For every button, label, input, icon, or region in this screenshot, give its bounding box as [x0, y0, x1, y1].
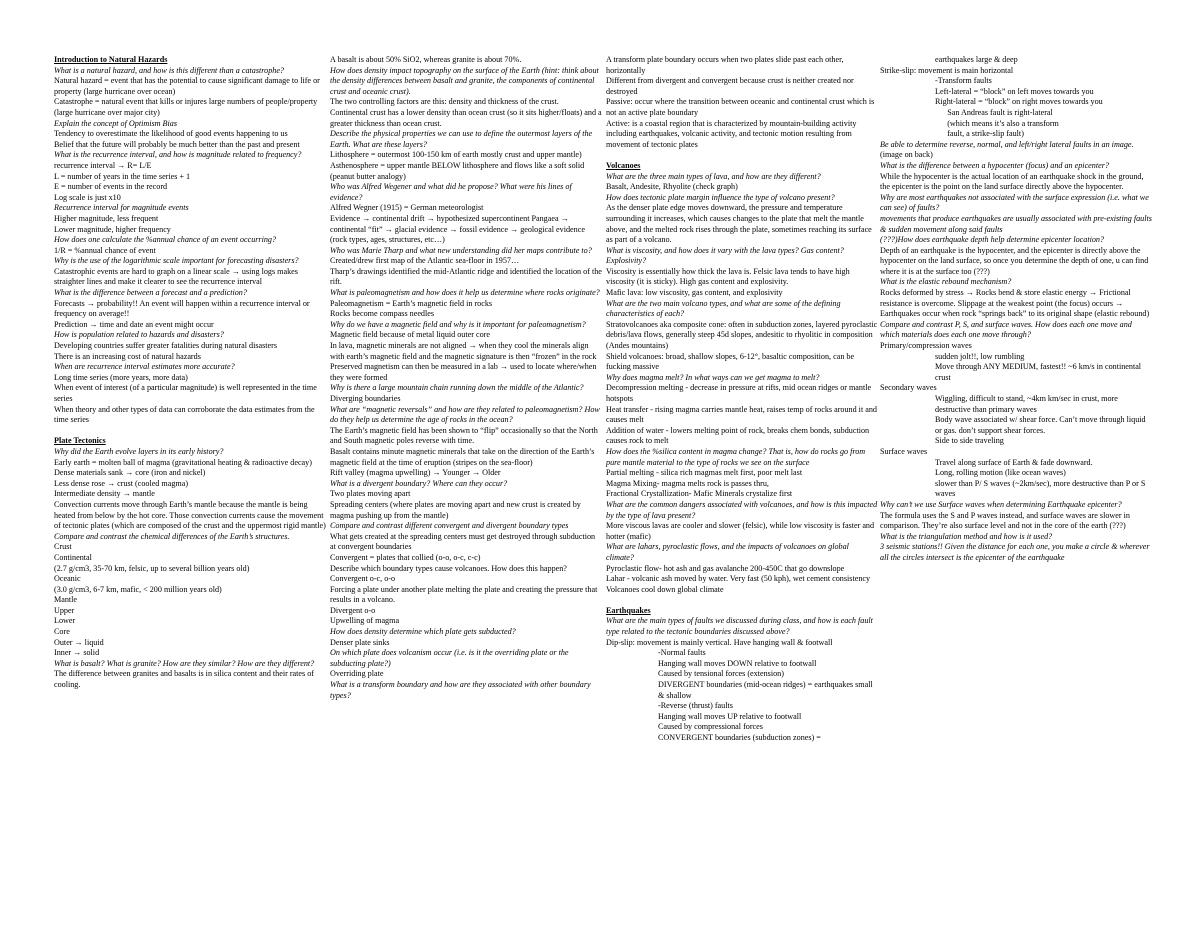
note-text: Less dense rose → crust (cooled magma) [54, 478, 189, 488]
spacer [54, 426, 326, 437]
note-text: sudden jolt!!, low rumbling [935, 351, 1025, 361]
note-text: Spreading centers (where plates are moving apart and new crust is created by magma pushing up from the mantle) [330, 499, 583, 520]
question-text: What is basalt? What is granite? How are they similar? How are they different? [54, 658, 315, 668]
note-text: The formula uses the S and P waves instead, and surface waves are slower in comparison. They’re also surface level and not in the core of the earth (???) [880, 510, 1132, 531]
note-text: Shield volcanoes: broad, shallow slopes, 6-12°, basaltic composition, can be fucking massive [606, 351, 857, 372]
note-text: Basalt, Andesite, Rhyolite (check graph) [606, 182, 738, 192]
question-text: movements that produce earthquakes are usually associated with pre-existing faults & sudden movement along said faults [880, 213, 1154, 234]
note-text: Belief that the future will probably be much better than the past and present [54, 139, 300, 149]
note-text: Natural hazard = event that has the potential to cause significant damage to life or property (large hurricane over ocean) [54, 76, 322, 96]
question-text: Explain the concept of Optimism Bias [54, 118, 177, 128]
note-text: Convergent = plates that collied (o-o, o-c, c-c) [330, 552, 481, 562]
question-text: How does the %silica content in magma change? That is, how do rocks go from pure mantle material to the type of rocks we see on the surface [606, 446, 868, 467]
question-text: How does density impact topography on the surface of the Earth (hint: think about the density differences between basalt and granite, the components of continental crust and oceanic crust). [330, 65, 601, 96]
note-text: L = number of years in the time series + 1 [54, 171, 191, 181]
note-text: Surface waves [880, 446, 928, 456]
note-text: Decompression melting - decrease in pressure at rifts, mid ocean ridges or mantle hotspots [606, 383, 874, 403]
note-text: Long time series (more years, more data) [54, 372, 188, 382]
note-text: As the denser plate edge moves downward, the pressure and temperature surrounding it increases, which causes changes to the plate that melt the mantle above, and the melted rock rises through the plate, sometimes reaching its surface as part of a volcano. [606, 203, 874, 245]
note-text: Rift valley (magma upwelling) → Younger → Older [330, 468, 501, 478]
note-text: DIVERGENT boundaries (mid-ocean ridges) = earthquakes small & shallow [658, 680, 875, 700]
note-text: Magma Mixing- magma melts rock is passes thru, [606, 478, 769, 488]
note-text: Body wave associated w/ shear force. Can’t move through liquid or gas. don’t support shear forces. [935, 415, 1148, 435]
question-text: What are lahars, pyroclastic flows, and the impacts of volcanoes on global climate? [606, 542, 851, 562]
note-text: Long, rolling motion (like ocean waves) [935, 468, 1066, 478]
note-text: Crust [54, 542, 72, 552]
note-text: Addition of water - lowers melting point of rock, breaks chem bonds, subduction causes rock to melt [606, 425, 872, 446]
note-text: Higher magnitude, less frequent [54, 213, 159, 223]
note-text: In lava, magnetic minerals are not aligned → when they cool the minerals align with earth’s magnetic field and the magnetic signature is then “frozen” in the rock [330, 341, 597, 361]
question-text: Compare and contrast P, S, and surface waves. How does each one move and which materials does each one move through? [880, 319, 1134, 340]
note-text: There is an increasing cost of natural hazards [54, 351, 201, 361]
section-heading: Volcanoes [606, 160, 641, 170]
question-text: What are the two main volcano types, and what are some of the defining characteristics of each? [606, 298, 843, 319]
question-text: What is the elastic rebound mechanism? [880, 277, 1012, 287]
note-text: Dense materials sank → core (iron and nickel) [54, 468, 206, 478]
note-text: Caused by tensional forces (extension) [658, 669, 784, 679]
note-text: Early earth = molten ball of magma (gravitational heating & radioactive decay) [54, 457, 312, 467]
note-text: Upwelling of magma [330, 616, 400, 626]
question-text: What is a transform boundary and how are they associated with other boundary types? [330, 680, 593, 700]
note-text: A transform plate boundary occurs when two plates slide past each other, horizontally [606, 55, 846, 75]
note-text: Catastrophe = natural event that kills or injures large numbers of people/property (large hurricane over major city) [54, 97, 320, 117]
question-text: Why did the Earth evolve layers in its early history? [54, 446, 224, 456]
question-text: What is the difference between a hypocenter (focus) and an epicenter? [880, 160, 1109, 170]
question-text: What is the triangulation method and how is it used? [880, 531, 1053, 541]
note-text: Continental [54, 552, 92, 562]
question-text: Why do we have a magnetic field and why is it important for paleomagnetism? [330, 319, 586, 329]
note-text: -Normal faults [658, 648, 706, 658]
question-text: What is viscosity, and how does it vary with the lava types? Gas content? [606, 245, 844, 255]
note-text: Fractional Crystallization- Mafic Minerals crystalize first [606, 489, 793, 499]
note-text: (which means it’s also a transform [935, 118, 1059, 128]
note-text: Secondary waves [880, 383, 937, 393]
question-text: What are the common dangers associated with volcanoes, and how is this impacted by the type of lava present? [606, 499, 880, 520]
question-text: Be able to determine reverse, normal, and left/right lateral faults in an image. [880, 139, 1134, 149]
question-text: Describe the physical properties we can use to define the outermost layers of the Earth. What are these layers? [330, 129, 595, 149]
question-text: Why are most earthquakes not associated with the surface expression (i.e. what we can see) of faults? [880, 192, 1151, 213]
note-text: Heat transfer - rising magma carries mantle heat, raises temp of rocks around it and causes melt [606, 404, 879, 425]
spacer [606, 595, 878, 606]
note-text: Caused by compressional forces [658, 722, 763, 732]
note-text: Forcing a plate under another plate melting the plate and creating the pressure that results in a volcano. [330, 584, 600, 605]
note-text: Asthenosphere = upper mantle BELOW lithosphere and flows like a soft solid (peanut butter analogy) [330, 160, 587, 181]
note-text: Hanging wall moves UP relative to footwall [658, 711, 802, 721]
note-text: Primary/compression waves [880, 341, 972, 351]
note-text: (2.7 g/cm3, 35-70 km, felsic, up to several billion years old) [54, 563, 250, 573]
question-text: What is the recurrence interval, and how is magnitude related to frequency? [54, 150, 302, 160]
section-heading: Plate Tectonics [54, 436, 106, 446]
note-text: -Reverse (thrust) faults [658, 701, 733, 711]
note-text: Convection currents move through Earth’s mantle because the mantle is being heated from below by the hot core. Those convection currents cause the movement of tectonic plates (which are composed of the crust and the uppermost rigid mantle) [54, 499, 326, 531]
note-text: Wiggling, difficult to stand, ~4km km/sec in crust, more destructive than primary waves [935, 394, 1120, 414]
note-text: Move through ANY MEDIUM, fastest!! ~6 km/s in continental crust [935, 362, 1144, 382]
note-text: Developing countries suffer greater fatalities during natural disasters [54, 341, 277, 351]
note-text: Hanging wall moves DOWN relative to footwall [658, 658, 817, 668]
spacer [606, 150, 878, 161]
note-text: Diverging boundaries [330, 394, 401, 403]
note-text: Tharp’s drawings identified the mid-Atlantic ridge and identified the location of the rift. [330, 266, 604, 287]
question-text: On which plate does volcanism occur (i.e. is it the overriding plate or the subducting plate?) [330, 648, 571, 668]
note-text: Prediction → time and date an event might occur [54, 319, 214, 329]
note-text: Denser plate sinks [330, 637, 390, 647]
note-text: Basalt contains minute magnetic minerals that take on the direction of the Earth’s magnetic field at the time of eruption (stripes on the sea-floor) [330, 446, 597, 467]
note-text: 1/R = %annual chance of event [54, 245, 156, 255]
note-text: Evidence → continental drift → hypothesized supercontinent Pangaea → continental “fit” → glacial evidence → fossil evidence → geological evidence (rock types, ages, structures, etc…) [330, 213, 587, 245]
note-text: Viscosity is essentially how thick the lava is. Felsic lava tends to have high viscosity (it is sticky). High gas content and explosivity. [606, 266, 852, 287]
question-text: Who was Marie Tharp and what new understanding did her maps contribute to? [330, 245, 592, 255]
note-text: Convergent o-c, o-o [330, 574, 396, 584]
question-text: Why does magma melt? In what ways can we get magma to melt? [606, 372, 820, 382]
note-text: Catastrophic events are hard to graph on a linear scale → using logs makes straighter lines and make it clearer to see the recurrence interval [54, 266, 300, 287]
note-text: Paleomagnetism = Earth’s magnetic field in rocks [330, 298, 493, 308]
note-text: Pyroclastic flow- hot ash and gas avalanche 200-450C that go downslope [606, 563, 845, 573]
question-text: Why is the use of the logarithmic scale important for forecasting disasters? [54, 256, 299, 266]
note-text: When event of interest (of a particular magnitude) is well represented in the time series [54, 383, 319, 403]
note-text: When theory and other types of data can corroborate the data estimates from the time series [54, 404, 317, 425]
section-heading: Earthquakes [606, 605, 651, 615]
note-text: Magnetic field because of metal liquid outer core [330, 330, 490, 340]
question-text: Recurrence interval for magnitude events [54, 203, 189, 213]
section-heading: Introduction to Natural Hazards [54, 55, 168, 64]
note-text: Passive: occur where the transition between oceanic and continental crust which is not an active plate boundary [606, 97, 877, 117]
note-text: Mantle [54, 595, 78, 605]
note-text: Volcanoes cool down global climate [606, 584, 724, 594]
note-text: Forecasts → probability!! An event will happen within a recurrence interval or frequency on average!! [54, 298, 312, 319]
question-text: Who was Alfred Wegener and what did he propose? What were his lines of evidence? [330, 182, 574, 202]
note-text: Outer → liquid [54, 637, 104, 647]
note-text: San Andreas fault is right-lateral [935, 107, 1053, 117]
note-text: Describe which boundary types cause volcanoes. How does this happen? [330, 563, 567, 573]
note-text: Mafic lava: low viscosity, gas content, and explosivity [606, 288, 783, 298]
note-text: While the hypocenter is the actual location of an earthquake shock in the ground, the epicenter is the point on the land surface directly above the hypocenter. [880, 171, 1146, 192]
note-text: Overriding plate [330, 669, 384, 679]
question-text: How does density determine which plate gets subducted? [330, 627, 516, 637]
note-text: Tendency to overestimate the likelihood of good events happening to us [54, 129, 288, 139]
note-text: Rocks become compass needles [330, 309, 435, 319]
note-text: Strike-slip: movement is main horizontal [880, 65, 1014, 75]
note-text: Rocks deformed by stress → Rocks bend & store elastic energy → Frictional resistance is overcome. Slippage at the weakest point (the focus) occurs → Earthquakes occur when rock “springs back” to its original shape (elastic rebound) [880, 288, 1150, 319]
question-text: What are “magnetic reversals” and how are they related to paleomagnetism? How do they help us determine the age of rocks in the ocean? [330, 404, 602, 425]
note-text: Lower [54, 616, 76, 626]
question-text: 3 seismic stations!! Given the distance for each one, you make a circle & wherever all the circles intersect is the epicenter of the earthquake [880, 542, 1152, 562]
note-text: Different from divergent and convergent because crust is neither created nor destroyed [606, 76, 856, 96]
question-text: Compare and contrast the chemical differences of the Earth’s structures. [54, 531, 290, 541]
note-text: fault, a strike-slip fault) [935, 129, 1024, 139]
question-text: When are recurrence interval estimates more accurate? [54, 362, 235, 372]
note-text: (image on back) [880, 150, 933, 160]
question-text: How does tectonic plate margin influence the type of volcano present? [606, 192, 835, 202]
question-text: What is paleomagnetism and how does it help us determine where rocks originate? [330, 288, 600, 298]
question-text: What are the main types of faults we discussed during class, and how is each fault type related to the tectonic boundaries discussed above? [606, 616, 875, 637]
note-text: Right-lateral = “block” on right moves towards you [935, 97, 1103, 107]
note-text: recurrence interval → R= L/E [54, 160, 152, 170]
note-text: Created/drew first map of the Atlantic sea-floor in 1957… [330, 256, 520, 266]
note-text: CONVERGENT boundaries (subduction zones) = [658, 733, 821, 742]
note-text: earthquakes large & deep [935, 55, 1018, 64]
note-text: Lithosphere = outermost 100-150 km of earth mostly crust and upper mantle) [330, 150, 582, 160]
note-text: Left-lateral = “block” on left moves towards you [935, 86, 1094, 96]
note-text: Divergent o-o [330, 605, 376, 615]
question-text: (???)How does earthquake depth help determine epicenter location? [880, 235, 1105, 245]
note-text: Upper [54, 605, 75, 615]
column-1 [54, 55, 326, 691]
question-text: What is a natural hazard, and how is this different than a catastrophe? [54, 65, 284, 75]
note-text: Dip-slip: movement is mainly vertical. Have hanging wall & footwall [606, 637, 833, 647]
question-text: How does one calculate the %annual chance of an event occurring? [54, 235, 277, 245]
question-text: How is population related to hazards and disasters? [54, 330, 224, 340]
note-text: Core [54, 627, 70, 637]
note-text: Stratovolcanoes aka composite cone: often in subduction zones, layered pyroclastic debris/lava flows, generally steep 45d slopes, andesitic to rhyolitic in composition (Andes mountains) [606, 319, 880, 351]
note-text: Active: is a coastal region that is characterized by mountain-building activity including earthquakes, volcanic activity, and tectonic motion resulting from movement of tectonic plates [606, 118, 859, 149]
note-text: Two plates moving apart [330, 489, 411, 499]
note-text: Travel along surface of Earth & fade downward. [935, 457, 1093, 467]
note-text: slower than P/ S waves (~2km/sec), more destructive than P or S waves [935, 478, 1148, 499]
note-text: E = number of events in the record [54, 182, 168, 192]
note-text: Oceanic [54, 574, 81, 584]
note-text: Lower magnitude, higher frequency [54, 224, 171, 234]
question-text: What is a divergent boundary? Where can they occur? [330, 478, 508, 488]
note-text: -Transform faults [935, 76, 992, 86]
note-text: Depth of an earthquake is the hypocenter, and the epicenter is directly above the hypocenter on the land surface, so once you determine the depth of one, u can find where it is at the surface too (???) [880, 245, 1151, 276]
note-text: What gets created at the spreading centers must get destroyed through subduction at convergent boundaries [330, 531, 598, 552]
question-text: What is the difference between a forecast and a prediction? [54, 288, 247, 298]
note-text: Continental crust has a lower density than ocean crust (so it sits higher/floats) and a greater thickness than ocean crust. [330, 107, 604, 128]
note-text: Partial melting - silica rich magmas melt first, poor melt last [606, 468, 803, 478]
note-text: Inner → solid [54, 648, 100, 658]
question-text: What are the three main types of lava, and how are they different? [606, 171, 821, 181]
note-text: Side to side traveling [935, 436, 1004, 446]
column-2 [330, 55, 602, 701]
note-text: A basalt is about 50% SiO2, whereas granite is about 70%. [330, 55, 522, 64]
question-text: Why is there a large mountain chain running down the middle of the Atlantic? [330, 383, 584, 393]
note-text: Alfred Wegner (1915) = German meteorologist [330, 203, 484, 213]
question-text: Explosivity? [606, 256, 647, 266]
question-text: Compare and contrast different convergent and divergent boundary types [330, 521, 569, 531]
column-4 [880, 55, 1152, 564]
note-text: Intermediate density → mantle [54, 489, 155, 499]
note-text: (3.0 g/cm3, 6-7 km, mafic, < 200 million years old) [54, 584, 222, 594]
note-text: Preserved magnetism can then be measured in a lab → used to locate where/when they were formed [330, 362, 599, 382]
note-text: The difference between granites and basalts is in silica content and their rates of cooling. [54, 669, 317, 690]
note-text: More viscous lavas are cooler and slower (felsic), while low viscosity is faster and hotter (mafic) [606, 521, 877, 541]
note-text: The two controlling factors are this: density and thickness of the crust. [330, 97, 559, 107]
note-text: Lahar - volcanic ash moved by water. Very fast (50 kph), wet cement consistency [606, 574, 871, 584]
question-text: Why can’t we use Surface waves when determining Earthquake epicenter? [880, 499, 1122, 509]
column-3 [606, 55, 878, 744]
note-text: The Earth’s magnetic field has been shown to “flip” occasionally so that the North and South magnetic poles reverse with time. [330, 425, 600, 446]
note-text: Log scale is just x10 [54, 192, 121, 202]
